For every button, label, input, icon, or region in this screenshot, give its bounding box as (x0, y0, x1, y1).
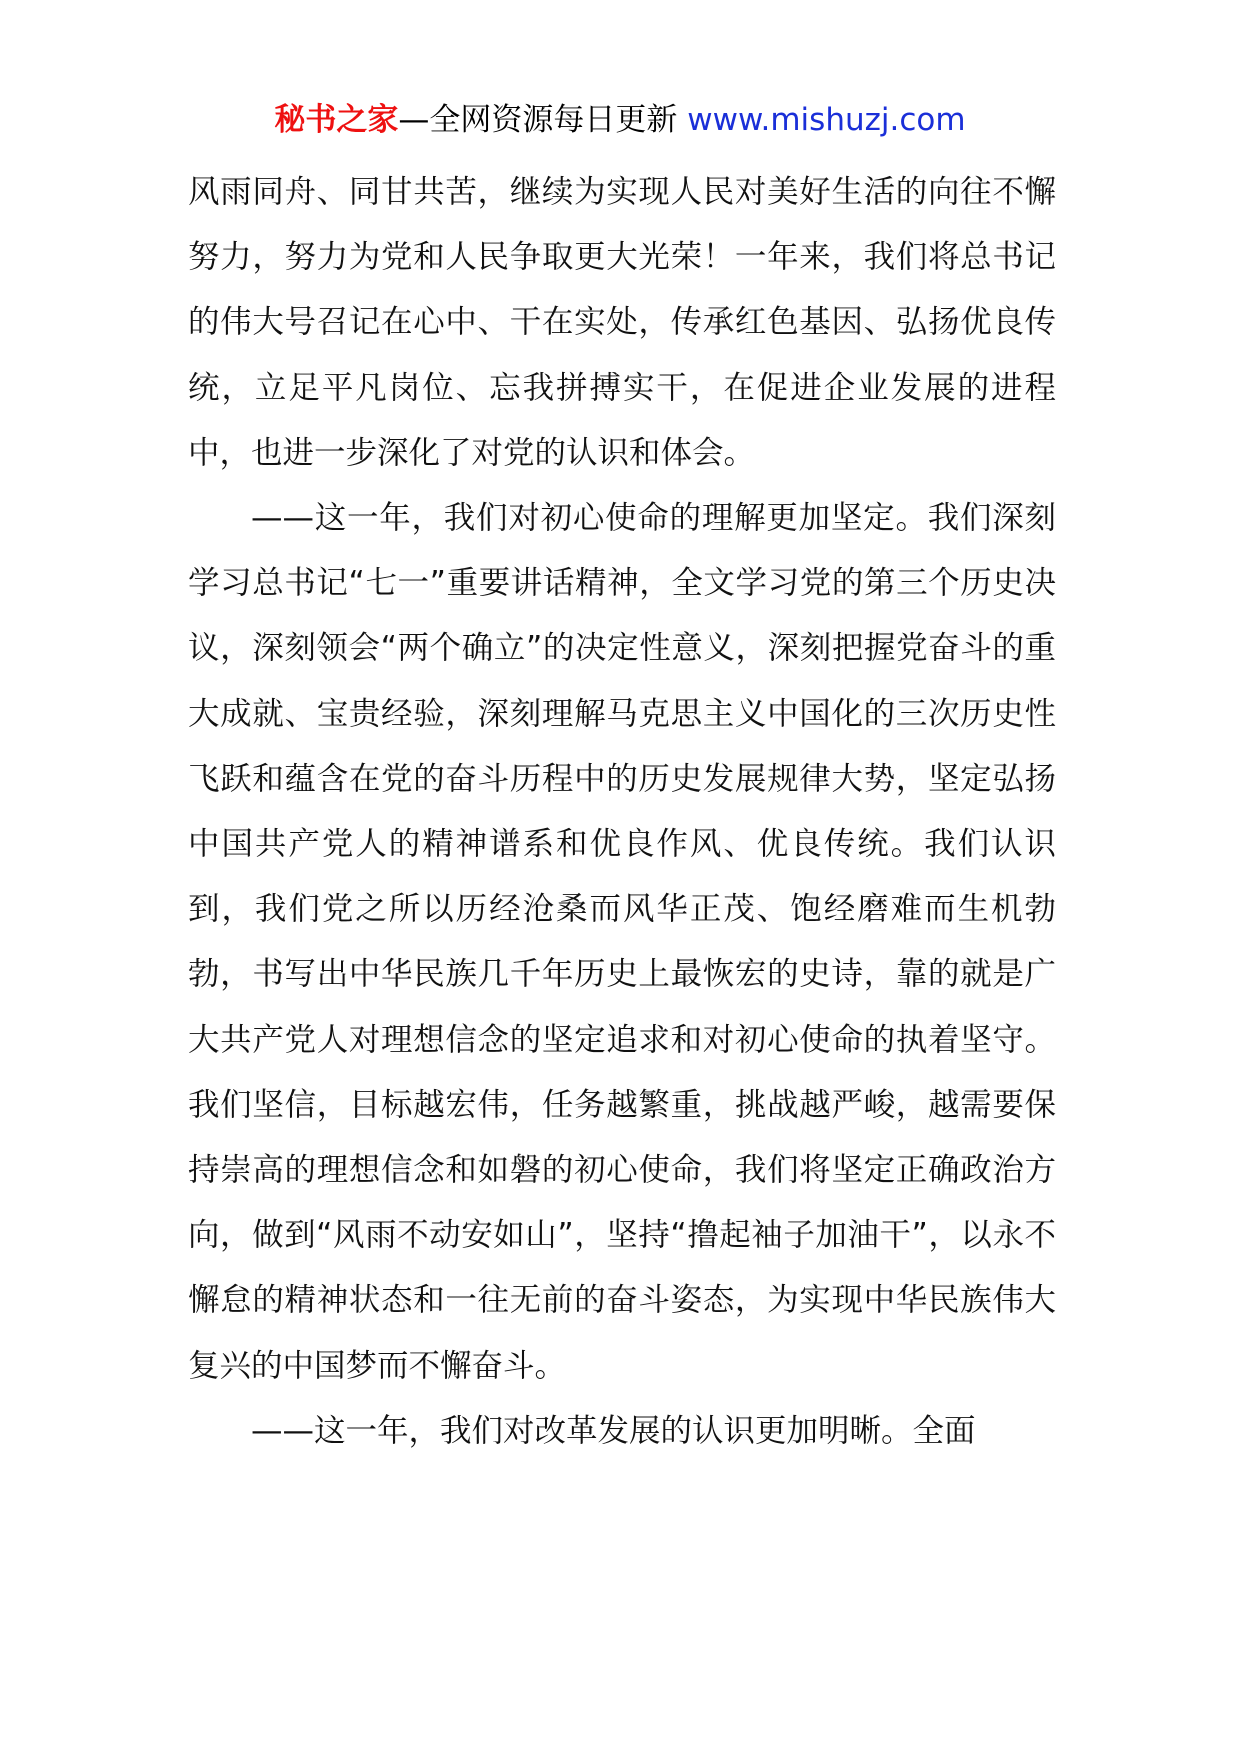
document-body (188, 160, 1056, 1464)
site-url-link[interactable]: www.mishuzj.com (687, 102, 966, 138)
header-tagline: —全网资源每日更新 (398, 102, 678, 138)
paragraph-reform: ——这一年，我们对改革发展的认识更加明晰。全面 (251, 1412, 976, 1449)
page-header (0, 100, 1240, 140)
brand-name: 秘书之家 (274, 102, 399, 138)
paragraph-mission: ——这一年，我们对初心使命的理解更加坚定。我们深刻学习总书记“七一”重要讲话精神，全文学习党的第三个历史决议，深刻领会“两个确立”的决定性意义，深刻把握党奋斗的重大成就、宝贵经验，深刻理解马克思主义中国化的三次历史性飞跃和蕴含在党的奋斗历程中的历史发展规律大势，坚定弘扬中国共产党人的精神谱系和优良作风、优良传统。我们认识到，我们党之所以历经沧桑而风华正茂、饱经磨难而生机勃勃，书写出中华民族几千年历史上最恢宏的史诗，靠的就是广大共产党人对理想信念的坚定追求和对初心使命的执着坚守。我们坚信，目标越宏伟，任务越繁重，挑战越严峻，越需要保持崇高的理想信念和如磐的初心使命，我们将坚定正确政治方向，做到“风雨不动安如山”，坚持“撸起袖子加油干”，以永不懈怠的精神状态和一往无前的奋斗姿态，为实现中华民族伟大复兴的中国梦而不懈奋斗。 (188, 500, 1056, 1384)
paragraph-continuation: 风雨同舟、同甘共苦，继续为实现人民对美好生活的向往不懈努力，努力为党和人民争取更大光荣！一年来，我们将总书记的伟大号召记在心中、干在实处，传承红色基因、弘扬优良传统，立足平凡岗位、忘我拼搏实干，在促进企业发展的进程中，也进一步深化了对党的认识和体会。 (188, 174, 1056, 471)
